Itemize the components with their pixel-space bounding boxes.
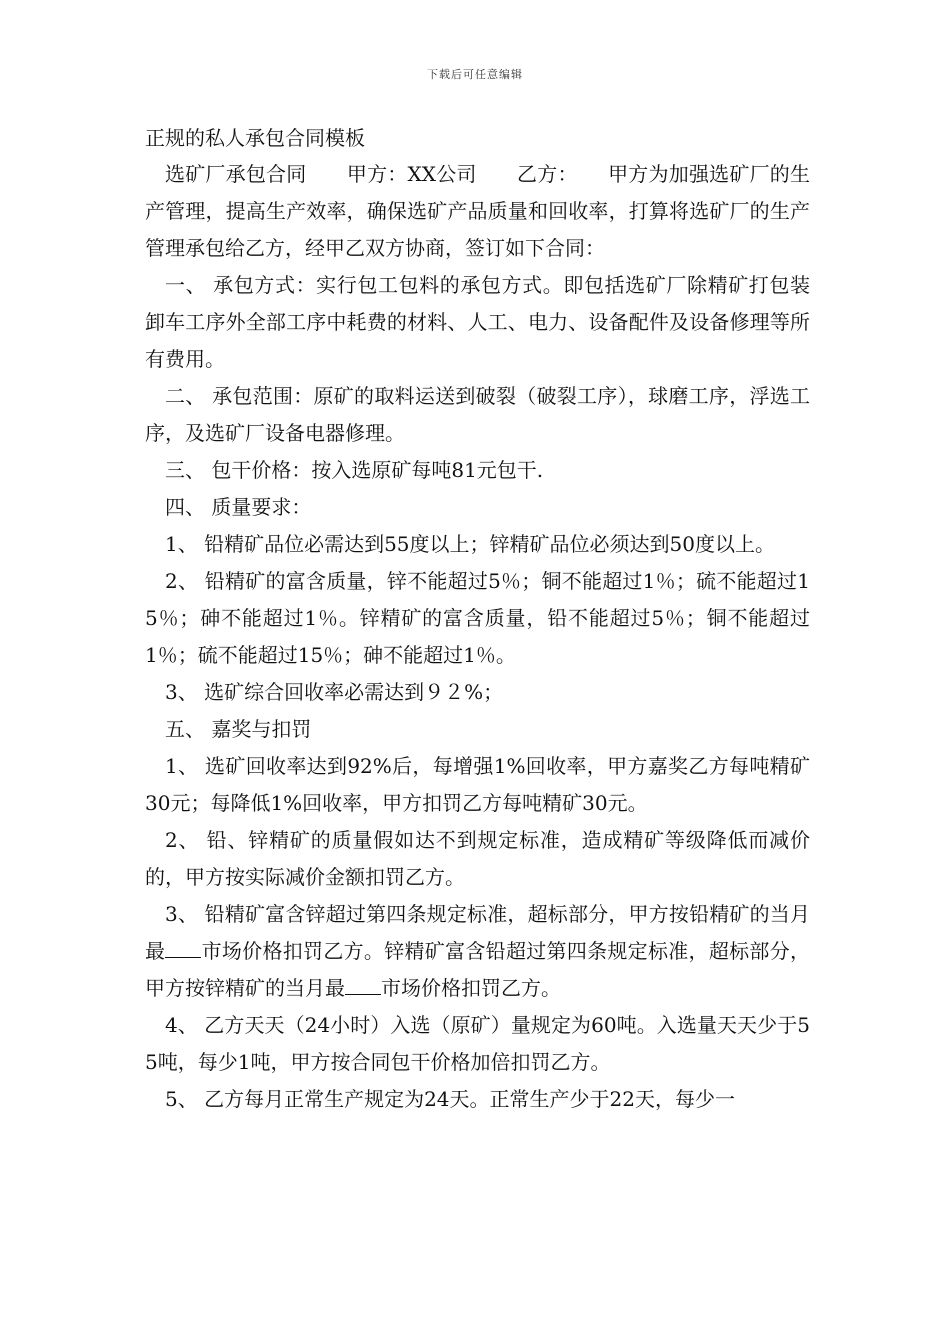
- document-body: [145, 120, 810, 1118]
- paragraph-reward-3-part3: 市场价格扣罚乙方。: [381, 976, 561, 1000]
- paragraph-quality-1: 1、 铅精矿品位必需达到55度以上；锌精矿品位必须达到50度以上。: [165, 532, 775, 556]
- paragraph-price: 三、 包干价格：按入选原矿每吨81元包干.: [165, 458, 544, 482]
- paragraph-reward-3: [145, 896, 810, 1007]
- paragraph-contract-scope: 二、 承包范围：原矿的取料运送到破裂（破裂工序），球磨工序，浮选工序，及选矿厂设备电器修理。: [145, 384, 810, 445]
- header-note: 下载后可任意编辑: [427, 68, 523, 81]
- paragraph-reward-3-part1: 3、 铅精矿富含锌超过第四条规定标准，超标部分，甲方按铅精矿的当月最: [145, 902, 810, 963]
- paragraph-reward-1: 1、 选矿回收率达到92%后，每增强1%回收率，甲方嘉奖乙方每吨精矿30元；每降低1%回收率，甲方扣罚乙方每吨精矿30元。: [145, 754, 810, 815]
- paragraph-reward-3-part2: 市场价格扣罚乙方。锌精矿富含铅超过第四条规定标准，超标部分，甲方按锌精矿的当月最: [145, 939, 811, 1000]
- paragraph-quality-heading: 四、 质量要求：: [165, 495, 312, 519]
- paragraph-reward-2: 2、 铅、锌精矿的质量假如达不到规定标准，造成精矿等级降低而减价的，甲方按实际减价金额扣罚乙方。: [145, 828, 810, 889]
- paragraph-reward-5: 5、 乙方每月正常生产规定为24天。正常生产少于22天，每少一: [165, 1087, 735, 1111]
- fill-blank-line: [165, 943, 201, 958]
- document-title: 正规的私人承包合同模板: [145, 126, 365, 150]
- paragraph-reward-4: 4、 乙方天天（24小时）入选（原矿）量规定为60吨。入选量天天少于55吨，每少1吨，甲方按合同包干价格加倍扣罚乙方。: [145, 1013, 810, 1074]
- fill-blank-line: [345, 980, 381, 995]
- paragraph-quality-3: 3、 选矿综合回收率必需达到９２%；: [165, 680, 504, 704]
- paragraph-intro: 选矿厂承包合同 甲方：XX公司 乙方： 甲方为加强选矿厂的生产管理，提高生产效率，确保选矿产品质量和回收率，打算将选矿厂的生产管理承包给乙方，经甲乙双方协商，签订如下合同：: [145, 162, 810, 260]
- paragraph-contract-method: 一、 承包方式：实行包工包料的承包方式。即包括选矿厂除精矿打包装卸车工序外全部工序中耗费的材料、人工、电力、设备配件及设备修理等所有费用。: [145, 273, 810, 371]
- paragraph-quality-2: 2、 铅精矿的富含质量，锌不能超过5％；铜不能超过1％；硫不能超过15％；砷不能超过1％。锌精矿的富含质量，铅不能超过5％；铜不能超过1％；硫不能超过15％；砷不能超过1％。: [145, 569, 810, 667]
- paragraph-reward-heading: 五、 嘉奖与扣罚: [165, 717, 312, 741]
